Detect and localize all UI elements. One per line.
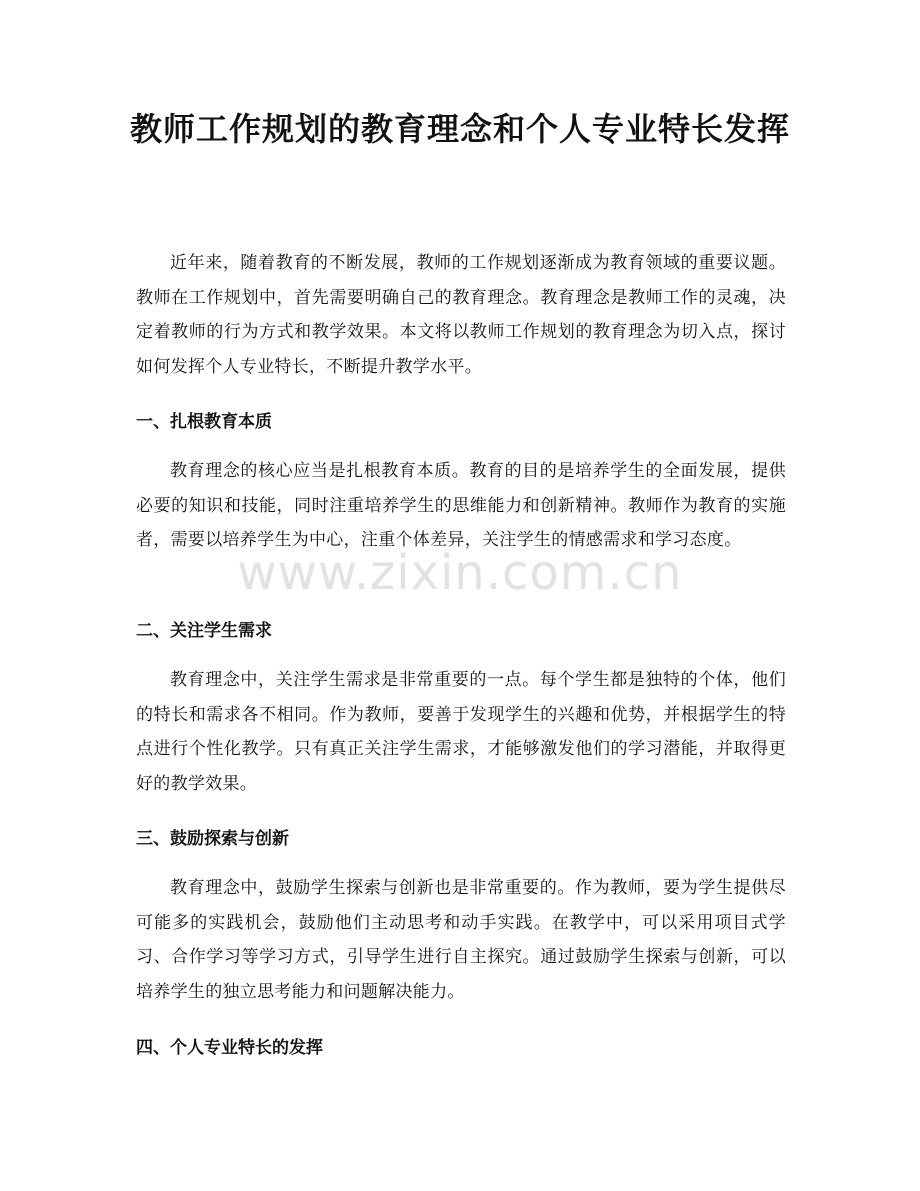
section-body-1: 教育理念的核心应当是扎根教育本质。教育的目的是培养学生的全面发展，提供必要的知识和技能，同时注重培养学生的思维能力和创新精神。教师作为教育的实施者，需要以培养学生为中心，注重个体差异，关注学生的情感需求和学习态度。: [136, 461, 786, 550]
intro-paragraph: 近年来，随着教育的不断发展，教师的工作规划逐渐成为教育领域的重要议题。教师在工作规划中，首先需要明确自己的教育理念。教育理念是教师工作的灵魂，决定着教师的行为方式和教学效果。本文将以教师工作规划的教育理念为切入点，探讨如何发挥个人专业特长，不断提升教学水平。: [136, 253, 786, 377]
section-body-2: 教育理念中，关注学生需求是非常重要的一点。每个学生都是独特的个体，他们的特长和需求各不相同。作为教师，要善于发现学生的兴趣和优势，并根据学生的特点进行个性化教学。只有真正关注学生需求，才能够激发他们的学习潜能，并取得更好的教学效果。: [136, 670, 786, 794]
section-heading-2: 二、关注学生需求: [136, 621, 272, 641]
document-title: 教师工作规划的教育理念和个人专业特长发挥: [129, 110, 790, 148]
section-heading-3: 三、鼓励探索与创新: [136, 829, 289, 849]
section-heading-1: 一、扎根教育本质: [136, 412, 272, 432]
section-heading-4: 四、个人专业特长的发挥: [136, 1038, 323, 1058]
section-body-3: 教育理念中，鼓励学生探索与创新也是非常重要的。作为教师，要为学生提供尽可能多的实践机会，鼓励他们主动思考和动手实践。在教学中，可以采用项目式学习、合作学习等学习方式，引导学生进行自主探究。通过鼓励学生探索与创新，可以培养学生的独立思考能力和问题解决能力。: [136, 878, 786, 1002]
watermark: www.zixin.com.cn: [237, 545, 683, 601]
